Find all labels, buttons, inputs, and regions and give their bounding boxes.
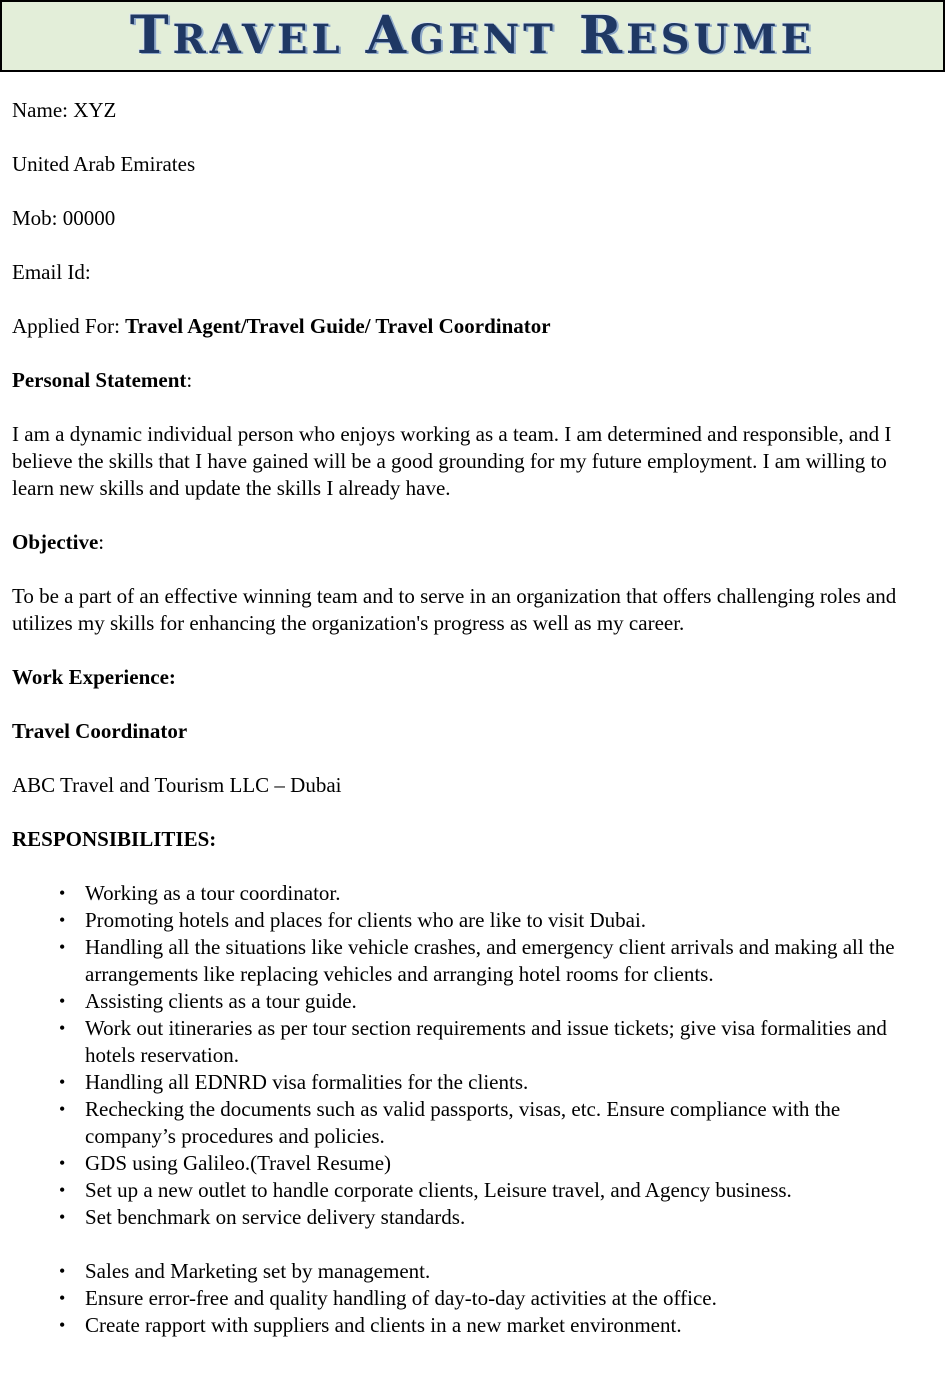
resume-body bbox=[0, 72, 945, 1339]
personal-statement-heading-colon: : bbox=[186, 368, 193, 392]
responsibility-item: • GDS using Galileo.(Travel Resume) bbox=[12, 1150, 931, 1177]
page-title bbox=[129, 5, 816, 66]
personal-statement-body: I am a dynamic individual person who enjoys working as a team. I am determined and responsible, and I believe the skills that I have gained will be a good grounding for my future employment. I am willing to learn new skills and update the skills I already have. bbox=[12, 422, 892, 500]
page-title-word-1: TRAVEL bbox=[129, 5, 344, 66]
responsibility-item: • Rechecking the documents such as valid passports, visas, etc. Ensure compliance with the company’s procedures and policies. bbox=[12, 1096, 931, 1150]
applied-for-line bbox=[12, 313, 931, 340]
responsibility-item: • Set benchmark on service delivery standards. bbox=[12, 1204, 931, 1231]
responsibility-item: • Sales and Marketing set by management. bbox=[12, 1258, 931, 1285]
objective-heading-text: Objective bbox=[12, 530, 99, 554]
responsibility-item: • Working as a tour coordinator. bbox=[12, 880, 931, 907]
responsibility-item: • Create rapport with suppliers and clients in a new market environment. bbox=[12, 1312, 931, 1339]
personal-statement-heading-text: Personal Statement bbox=[12, 368, 187, 392]
objective-heading bbox=[12, 529, 931, 556]
responsibilities-list-primary bbox=[12, 880, 931, 1231]
page-title-word-3: RESUME bbox=[578, 5, 816, 66]
company-line: ABC Travel and Tourism LLC – Dubai bbox=[12, 773, 342, 797]
responsibility-item: • Set up a new outlet to handle corporate clients, Leisure travel, and Agency business. bbox=[12, 1177, 931, 1204]
responsibility-item: • Work out itineraries as per tour section requirements and issue tickets; give visa formalities and hotels reservation. bbox=[12, 1015, 931, 1069]
responsibility-item: • Handling all the situations like vehicle crashes, and emergency client arrivals and making all the arrangements like replacing vehicles and arranging hotel rooms for clients. bbox=[12, 934, 931, 988]
page-title-word-2: AGENT bbox=[365, 5, 557, 66]
work-experience-heading: Work Experience: bbox=[12, 665, 176, 689]
responsibilities-list-secondary bbox=[12, 1258, 931, 1339]
applied-for-label: Applied For: bbox=[12, 314, 126, 338]
job-title: Travel Coordinator bbox=[12, 719, 188, 743]
objective-body: To be a part of an effective winning team and to serve in an organization that offers challenging roles and utilizes my skills for enhancing the organization's progress as well as my career. bbox=[12, 584, 897, 635]
email-line: Email Id: bbox=[12, 260, 91, 284]
objective-heading-colon: : bbox=[98, 530, 105, 554]
responsibility-item: • Handling all EDNRD visa formalities for the clients. bbox=[12, 1069, 931, 1096]
applied-for-value: Travel Agent/Travel Guide/ Travel Coordinator bbox=[125, 314, 551, 338]
responsibilities-heading: RESPONSIBILITIES: bbox=[12, 827, 217, 851]
responsibility-item: • Promoting hotels and places for clients who are like to visit Dubai. bbox=[12, 907, 931, 934]
responsibility-item: • Assisting clients as a tour guide. bbox=[12, 988, 931, 1015]
mobile-line: Mob: 00000 bbox=[12, 206, 116, 230]
title-banner bbox=[0, 0, 945, 72]
country-line: United Arab Emirates bbox=[12, 152, 196, 176]
responsibility-item: • Ensure error-free and quality handling of day-to-day activities at the office. bbox=[12, 1285, 931, 1312]
personal-statement-heading bbox=[12, 367, 931, 394]
name-line: Name: XYZ bbox=[12, 98, 117, 122]
